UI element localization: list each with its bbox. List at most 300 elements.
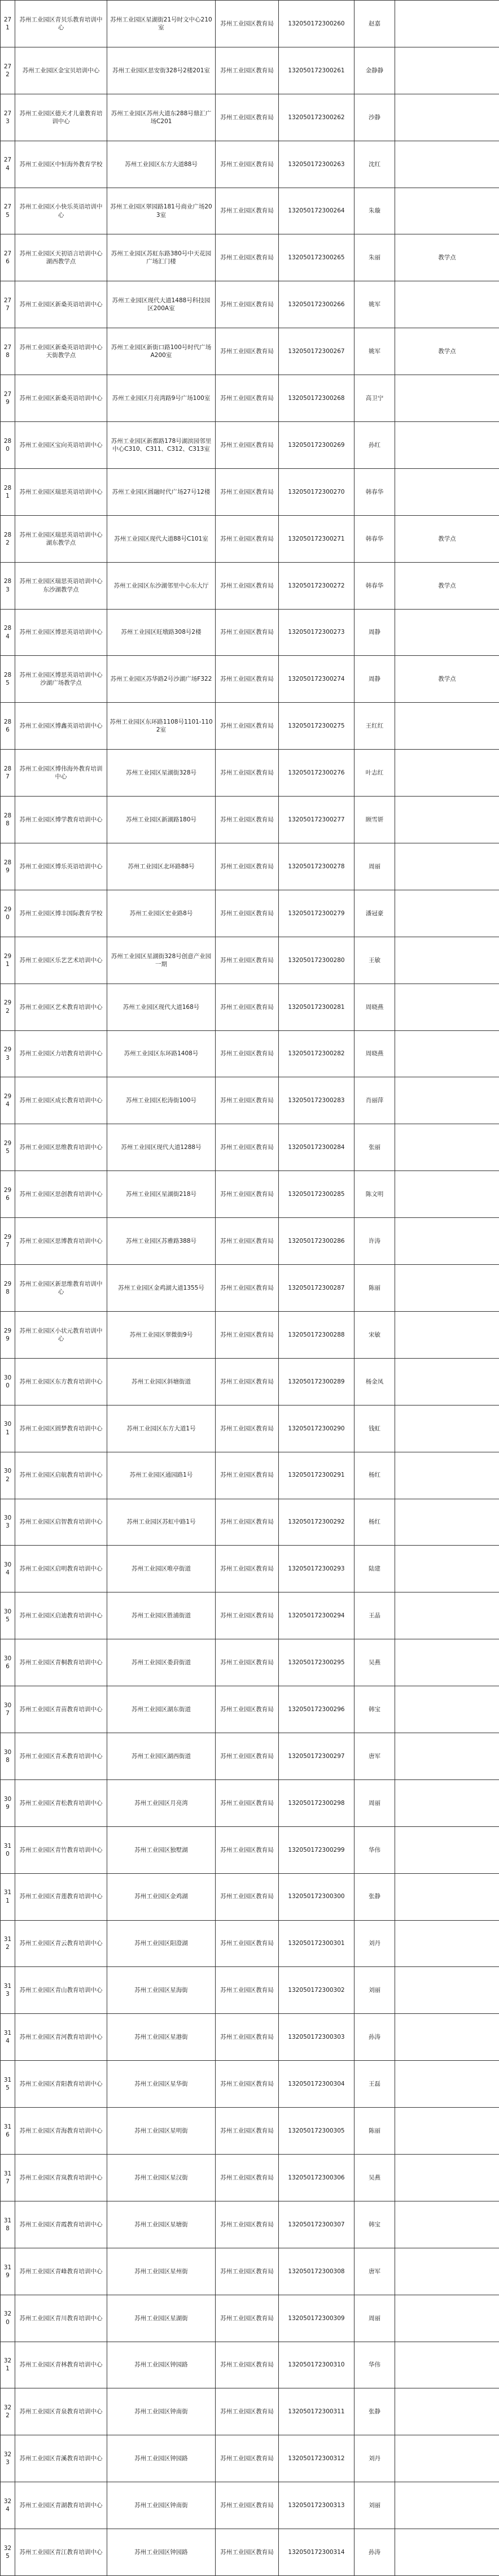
row-number: 323: [1, 2435, 15, 2482]
row-number: 280: [1, 422, 15, 469]
approving-authority: 苏州工业园区教育局: [216, 328, 279, 375]
approving-authority: 苏州工业园区教育局: [216, 984, 279, 1030]
approving-authority: 苏州工业园区教育局: [216, 1546, 279, 1592]
approving-authority: 苏州工业园区教育局: [216, 1358, 279, 1405]
row-number: 320: [1, 2295, 15, 2342]
remark: [395, 750, 499, 797]
approving-authority: 苏州工业园区教育局: [216, 2342, 279, 2388]
institution-address: 苏州工业园区松涛街100号: [107, 1077, 216, 1124]
institution-address: 苏州工业园区月亮湾路9号广场100室: [107, 375, 216, 422]
institution-address: 苏州工业园区现代大道1488号科技园区200A室: [107, 281, 216, 328]
license-code: 132050172300297: [279, 1733, 354, 1779]
principal-name: 顾雪妍: [354, 797, 395, 843]
principal-name: 吴燕: [354, 1639, 395, 1686]
institution-address: 苏州工业园区金鸡湖大道1355号: [107, 1265, 216, 1312]
institution-name: 苏州工业园区博思英语培训中心: [15, 609, 107, 656]
remark: [395, 1171, 499, 1218]
institution-address: 苏州工业园区东沙湖邻里中心东大厅: [107, 562, 216, 609]
remark: [395, 1358, 499, 1405]
remark: [395, 1405, 499, 1452]
license-code: 132050172300283: [279, 1077, 354, 1124]
approving-authority: 苏州工业园区教育局: [216, 890, 279, 937]
remark: [395, 937, 499, 984]
row-number: 324: [1, 2482, 15, 2529]
approving-authority: 苏州工业园区教育局: [216, 2435, 279, 2482]
institution-address: 苏州工业园区金鸡湖: [107, 1873, 216, 1920]
institution-name: 苏州工业园区东方教育培训中心: [15, 1358, 107, 1405]
remark: [395, 141, 499, 188]
institution-name: 苏州工业园区启航教育培训中心: [15, 1452, 107, 1499]
remark: [395, 2388, 499, 2435]
principal-name: 韩春华: [354, 562, 395, 609]
institution-name: 苏州工业园区德天才儿童教育培训中心: [15, 94, 107, 141]
remark: 教学点: [395, 562, 499, 609]
table-row: [1, 2295, 499, 2342]
institution-name: 苏州工业园区博思英语培训中心沙湖广场教学点: [15, 656, 107, 703]
principal-name: 刘丽: [354, 1967, 395, 2014]
remark: [395, 422, 499, 469]
row-number: 282: [1, 515, 15, 562]
remark: 教学点: [395, 328, 499, 375]
license-code: 132050172300310: [279, 2342, 354, 2388]
approving-authority: 苏州工业园区教育局: [216, 1873, 279, 1920]
institution-name: 苏州工业园区青霞教育培训中心: [15, 2201, 107, 2248]
approving-authority: 苏州工业园区教育局: [216, 797, 279, 843]
institution-address: 苏州工业园区圆融时代广场27号12楼: [107, 468, 216, 515]
remark: 教学点: [395, 515, 499, 562]
institution-address: 苏州工业园区翠园路181号商业广场203室: [107, 188, 216, 234]
row-number: 321: [1, 2342, 15, 2388]
institution-name: 苏州工业园区博鑫英语培训中心: [15, 703, 107, 750]
institution-name: 苏州工业园区青苗教育培训中心: [15, 1686, 107, 1733]
row-number: 292: [1, 984, 15, 1030]
institution-name: 苏州工业园区青山教育培训中心: [15, 1967, 107, 2014]
institution-address: 苏州工业园区月亮湾: [107, 1779, 216, 1826]
institution-name: 苏州工业园区青海教育培训中心: [15, 2108, 107, 2155]
row-number: 303: [1, 1499, 15, 1546]
license-code: 132050172300268: [279, 375, 354, 422]
row-number: 297: [1, 1218, 15, 1265]
license-code: 132050172300262: [279, 94, 354, 141]
approving-authority: 苏州工业园区教育局: [216, 2201, 279, 2248]
row-number: 302: [1, 1452, 15, 1499]
institution-name: 苏州工业园区力培教育培训中心: [15, 1030, 107, 1077]
approving-authority: 苏州工业园区教育局: [216, 1030, 279, 1077]
institution-name: 苏州工业园区小状元教育培训中心: [15, 1311, 107, 1358]
institution-address: 苏州工业园区星港街: [107, 2014, 216, 2061]
license-code: 132050172300296: [279, 1686, 354, 1733]
principal-name: 沈红: [354, 141, 395, 188]
remark: [395, 2248, 499, 2295]
table-row: [1, 1499, 499, 1546]
table-row: [1, 1311, 499, 1358]
approving-authority: 苏州工业园区教育局: [216, 94, 279, 141]
table-row: [1, 1265, 499, 1312]
institution-name: 苏州工业园区青林教育培训中心: [15, 2342, 107, 2388]
institution-address: 苏州工业园区新湖路180号: [107, 797, 216, 843]
principal-name: 孙红: [354, 422, 395, 469]
institution-address: 苏州工业园区思安街328号2楼201室: [107, 47, 216, 94]
institution-address: 苏州工业园区星湖街: [107, 2295, 216, 2342]
row-number: 305: [1, 1592, 15, 1639]
table-row: [1, 1358, 499, 1405]
remark: [395, 703, 499, 750]
remark: [395, 1311, 499, 1358]
row-number: 306: [1, 1639, 15, 1686]
remark: [395, 94, 499, 141]
table-row: [1, 1452, 499, 1499]
remark: [395, 47, 499, 94]
table-row: [1, 468, 499, 515]
approving-authority: 苏州工业园区教育局: [216, 1171, 279, 1218]
row-number: 319: [1, 2248, 15, 2295]
approving-authority: 苏州工业园区教育局: [216, 468, 279, 515]
institution-address: 苏州工业园区新街口路100号时代广场A200室: [107, 328, 216, 375]
approving-authority: 苏州工业园区教育局: [216, 281, 279, 328]
institution-name: 苏州工业园区博学教育培训中心: [15, 797, 107, 843]
institution-address: 苏州工业园区旺墩路308号2楼: [107, 609, 216, 656]
table-row: [1, 2482, 499, 2529]
institution-address: 苏州工业园区钟南街: [107, 2482, 216, 2529]
license-code: 132050172300282: [279, 1030, 354, 1077]
approving-authority: 苏州工业园区教育局: [216, 375, 279, 422]
table-row: [1, 1546, 499, 1592]
row-number: 285: [1, 656, 15, 703]
institution-name: 苏州工业园区青莲教育培训中心: [15, 1873, 107, 1920]
institution-name: 苏州工业园区青云教育培训中心: [15, 1920, 107, 1967]
license-code: 132050172300269: [279, 422, 354, 469]
remark: [395, 2014, 499, 2061]
row-number: 310: [1, 1826, 15, 1873]
license-code: 132050172300286: [279, 1218, 354, 1265]
license-code: 132050172300264: [279, 188, 354, 234]
institution-name: 苏州工业园区金宝贝培训中心: [15, 47, 107, 94]
institution-name: 苏州工业园区启迪教育培训中心: [15, 1592, 107, 1639]
principal-name: 周静: [354, 609, 395, 656]
principal-name: 杨金凤: [354, 1358, 395, 1405]
remark: [395, 2529, 499, 2576]
principal-name: 周丽: [354, 2295, 395, 2342]
row-number: 281: [1, 468, 15, 515]
principal-name: 韩春华: [354, 468, 395, 515]
license-code: 132050172300293: [279, 1546, 354, 1592]
license-code: 132050172300273: [279, 609, 354, 656]
institution-name: 苏州工业园区思维教育培训中心: [15, 1124, 107, 1171]
institution-name: 苏州工业园区小快乐英语培训中心: [15, 188, 107, 234]
institution-name: 苏州工业园区博伟海外教育培训中心: [15, 750, 107, 797]
table-row: [1, 937, 499, 984]
institution-address: 苏州工业园区苏虹东路380号中天花园广场汇门楼: [107, 234, 216, 281]
principal-name: 张静: [354, 2388, 395, 2435]
table-row: [1, 1, 499, 47]
license-code: 132050172300301: [279, 1920, 354, 1967]
table-row: [1, 797, 499, 843]
institution-address: 苏州工业园区通园路1号: [107, 1452, 216, 1499]
row-number: 300: [1, 1358, 15, 1405]
license-code: 132050172300314: [279, 2529, 354, 2576]
institution-name: 苏州工业园区青禾教育培训中心: [15, 1733, 107, 1779]
approving-authority: 苏州工业园区教育局: [216, 1499, 279, 1546]
principal-name: 王晶: [354, 1592, 395, 1639]
license-code: 132050172300275: [279, 703, 354, 750]
remark: [395, 1920, 499, 1967]
table-row: [1, 2014, 499, 2061]
principal-name: 钱虹: [354, 1405, 395, 1452]
remark: [395, 375, 499, 422]
institution-address: 苏州工业园区独墅湖: [107, 1826, 216, 1873]
remark: [395, 468, 499, 515]
row-number: 286: [1, 703, 15, 750]
approving-authority: 苏州工业园区教育局: [216, 703, 279, 750]
row-number: 290: [1, 890, 15, 937]
principal-name: 陈文明: [354, 1171, 395, 1218]
row-number: 316: [1, 2108, 15, 2155]
approving-authority: 苏州工业园区教育局: [216, 1124, 279, 1171]
remark: [395, 2482, 499, 2529]
institution-name: 苏州工业园区宝向英语培训中心: [15, 422, 107, 469]
remark: [395, 1779, 499, 1826]
row-number: 296: [1, 1171, 15, 1218]
principal-name: 唐军: [354, 1733, 395, 1779]
row-number: 318: [1, 2201, 15, 2248]
institution-address: 苏州工业园区星州街: [107, 2248, 216, 2295]
remark: 教学点: [395, 234, 499, 281]
institution-name: 苏州工业园区青溪教育培训中心: [15, 2435, 107, 2482]
institution-name: 苏州工业园区圆梦教育培训中心: [15, 1405, 107, 1452]
institution-name: 苏州工业园区青阳教育培训中心: [15, 2061, 107, 2108]
principal-name: 华伟: [354, 2342, 395, 2388]
remark: [395, 1826, 499, 1873]
row-number: 307: [1, 1686, 15, 1733]
principal-name: 肖丽萍: [354, 1077, 395, 1124]
principal-name: 姚军: [354, 281, 395, 328]
table-row: [1, 2154, 499, 2201]
license-code: 132050172300300: [279, 1873, 354, 1920]
row-number: 275: [1, 188, 15, 234]
table-row: [1, 703, 499, 750]
table-row: [1, 1686, 499, 1733]
principal-name: 周晓燕: [354, 984, 395, 1030]
institution-name: 苏州工业园区思创教育培训中心: [15, 1171, 107, 1218]
institution-address: 苏州工业园区宏业路8号: [107, 890, 216, 937]
row-number: 295: [1, 1124, 15, 1171]
institution-name: 苏州工业园区新桑英语培训中心: [15, 375, 107, 422]
institution-name: 苏州工业园区青峰教育培训中心: [15, 2248, 107, 2295]
institution-name: 苏州工业园区青川教育培训中心: [15, 2295, 107, 2342]
remark: [395, 2342, 499, 2388]
principal-name: 高卫宁: [354, 375, 395, 422]
approving-authority: 苏州工业园区教育局: [216, 656, 279, 703]
table-row: [1, 2435, 499, 2482]
row-number: 301: [1, 1405, 15, 1452]
principal-name: 许涛: [354, 1218, 395, 1265]
license-code: 132050172300289: [279, 1358, 354, 1405]
principal-name: 周静: [354, 656, 395, 703]
institution-name: 苏州工业园区启智教育培训中心: [15, 1499, 107, 1546]
principal-name: 刘丹: [354, 2435, 395, 2482]
institution-name: 苏州工业园区中恒海外教育学校: [15, 141, 107, 188]
table-row: [1, 2201, 499, 2248]
approving-authority: 苏州工业园区教育局: [216, 1311, 279, 1358]
license-code: 132050172300313: [279, 2482, 354, 2529]
table-row: [1, 1592, 499, 1639]
remark: [395, 843, 499, 890]
table-row: [1, 1779, 499, 1826]
table-row: [1, 1733, 499, 1779]
remark: [395, 1124, 499, 1171]
license-code: 132050172300290: [279, 1405, 354, 1452]
institution-name: 苏州工业园区青松教育培训中心: [15, 1779, 107, 1826]
institution-address: 苏州工业园区星湖街218号: [107, 1171, 216, 1218]
row-number: 325: [1, 2529, 15, 2576]
approving-authority: 苏州工业园区教育局: [216, 1920, 279, 1967]
row-number: 299: [1, 1311, 15, 1358]
principal-name: 陈丽: [354, 2108, 395, 2155]
approving-authority: 苏州工业园区教育局: [216, 1452, 279, 1499]
approving-authority: 苏州工业园区教育局: [216, 1592, 279, 1639]
remark: [395, 1546, 499, 1592]
license-code: 132050172300270: [279, 468, 354, 515]
principal-name: 陈丽: [354, 1265, 395, 1312]
row-number: 279: [1, 375, 15, 422]
institution-address: 苏州工业园区东环路1108号1101-1102室: [107, 703, 216, 750]
approving-authority: 苏州工业园区教育局: [216, 2061, 279, 2108]
principal-name: 陆建: [354, 1546, 395, 1592]
institution-name: 苏州工业园区青湖教育培训中心: [15, 2482, 107, 2529]
license-code: 132050172300260: [279, 1, 354, 47]
license-code: 132050172300294: [279, 1592, 354, 1639]
principal-name: 王敏: [354, 937, 395, 984]
table-row: [1, 2388, 499, 2435]
row-number: 287: [1, 750, 15, 797]
row-number: 309: [1, 1779, 15, 1826]
row-number: 312: [1, 1920, 15, 1967]
institution-address: 苏州工业园区星湖街328号: [107, 750, 216, 797]
row-number: 288: [1, 797, 15, 843]
license-code: 132050172300291: [279, 1452, 354, 1499]
license-code: 132050172300306: [279, 2154, 354, 2201]
principal-name: 韩春华: [354, 515, 395, 562]
table-row: [1, 2108, 499, 2155]
approving-authority: 苏州工业园区教育局: [216, 2482, 279, 2529]
approving-authority: 苏州工业园区教育局: [216, 1, 279, 47]
institution-name: 苏州工业园区博乐英语培训中心: [15, 843, 107, 890]
table-row: [1, 1030, 499, 1077]
license-code: 132050172300311: [279, 2388, 354, 2435]
table-row: [1, 234, 499, 281]
institution-address: 苏州工业园区苏虹中路1号: [107, 1499, 216, 1546]
institution-address: 苏州工业园区斜塘街道: [107, 1358, 216, 1405]
table-row: [1, 1639, 499, 1686]
license-code: 132050172300299: [279, 1826, 354, 1873]
principal-name: 周丽: [354, 1779, 395, 1826]
approving-authority: 苏州工业园区教育局: [216, 1639, 279, 1686]
row-number: 308: [1, 1733, 15, 1779]
license-code: 132050172300274: [279, 656, 354, 703]
row-number: 315: [1, 2061, 15, 2108]
license-code: 132050172300266: [279, 281, 354, 328]
approving-authority: 苏州工业园区教育局: [216, 562, 279, 609]
institution-address: 苏州工业园区阳澄湖: [107, 1920, 216, 1967]
principal-name: 姚军: [354, 328, 395, 375]
institution-address: 苏州工业园区星湖街21号时文中心210室: [107, 1, 216, 47]
table-row: [1, 328, 499, 375]
license-code: 132050172300271: [279, 515, 354, 562]
row-number: 284: [1, 609, 15, 656]
row-number: 273: [1, 94, 15, 141]
row-number: 317: [1, 2154, 15, 2201]
approving-authority: 苏州工业园区教育局: [216, 1405, 279, 1452]
license-code: 132050172300281: [279, 984, 354, 1030]
principal-name: 张静: [354, 1873, 395, 1920]
row-number: 271: [1, 1, 15, 47]
approving-authority: 苏州工业园区教育局: [216, 1826, 279, 1873]
table-row: [1, 1873, 499, 1920]
institution-address: 苏州工业园区东方大道1号: [107, 1405, 216, 1452]
table-row: [1, 984, 499, 1030]
principal-name: 周丽: [354, 843, 395, 890]
remark: [395, 1592, 499, 1639]
remark: [395, 188, 499, 234]
table-row: [1, 281, 499, 328]
table-row: [1, 188, 499, 234]
remark: [395, 2435, 499, 2482]
institution-name: 苏州工业园区瑞思英语培训中心东沙湖教学点: [15, 562, 107, 609]
approving-authority: 苏州工业园区教育局: [216, 1077, 279, 1124]
institution-name: 苏州工业园区青竹教育培训中心: [15, 1826, 107, 1873]
table-row: [1, 1405, 499, 1452]
remark: [395, 984, 499, 1030]
approving-authority: 苏州工业园区教育局: [216, 609, 279, 656]
row-number: 313: [1, 1967, 15, 2014]
row-number: 291: [1, 937, 15, 984]
remark: [395, 1452, 499, 1499]
remark: [395, 2061, 499, 2108]
remark: [395, 609, 499, 656]
table-row: [1, 94, 499, 141]
approving-authority: 苏州工业园区教育局: [216, 2108, 279, 2155]
license-code: 132050172300287: [279, 1265, 354, 1312]
remark: [395, 1077, 499, 1124]
table-row: [1, 1967, 499, 2014]
principal-name: 金静静: [354, 47, 395, 94]
row-number: 283: [1, 562, 15, 609]
license-code: 132050172300288: [279, 1311, 354, 1358]
approving-authority: 苏州工业园区教育局: [216, 188, 279, 234]
license-code: 132050172300298: [279, 1779, 354, 1826]
institution-name: 苏州工业园区新桑英语培训中心: [15, 281, 107, 328]
institution-name: 苏州工业园区新思维教育培训中心: [15, 1265, 107, 1312]
institution-address: 苏州工业园区钟园路: [107, 2342, 216, 2388]
approving-authority: 苏州工业园区教育局: [216, 843, 279, 890]
principal-name: 王红红: [354, 703, 395, 750]
institution-address: 苏州工业园区翠微街9号: [107, 1311, 216, 1358]
approving-authority: 苏州工业园区教育局: [216, 1686, 279, 1733]
institution-name: 苏州工业园区天初语言培训中心湖西教学点: [15, 234, 107, 281]
approving-authority: 苏州工业园区教育局: [216, 141, 279, 188]
remark: [395, 1265, 499, 1312]
table-row: [1, 375, 499, 422]
row-number: 276: [1, 234, 15, 281]
institution-name: 苏州工业园区青桐教育培训中心: [15, 1639, 107, 1686]
institution-name: 苏州工业园区瑞思英语培训中心: [15, 468, 107, 515]
license-code: 132050172300278: [279, 843, 354, 890]
row-number: 272: [1, 47, 15, 94]
table-row: [1, 1171, 499, 1218]
table-row: [1, 2529, 499, 2576]
principal-name: 朱璇: [354, 188, 395, 234]
institution-address: 苏州工业园区现代大道88号C101室: [107, 515, 216, 562]
